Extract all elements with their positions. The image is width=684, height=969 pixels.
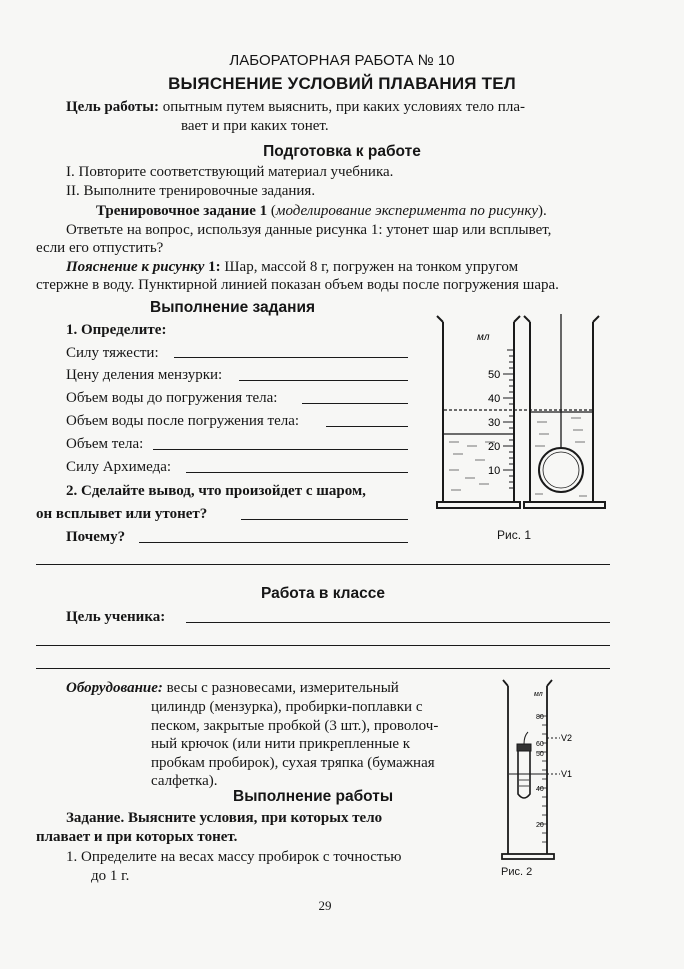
explanation-text-1: Шар, массой 8 г, погружен на тонком упругом xyxy=(224,259,519,275)
conclusion-line-2: он всплывет или утонет? xyxy=(36,506,208,522)
equipment-line-6: салфетка). xyxy=(151,773,218,789)
fig1-scale-20: 20 xyxy=(488,441,501,453)
lab-number: ЛАБОРАТОРНАЯ РАБОТА № 10 xyxy=(229,52,455,69)
fig2-scale-20: 20 xyxy=(536,822,544,829)
explanation-num: 1: xyxy=(208,259,221,275)
execution-task-line-1: Задание. Выясните условия, при которых тело xyxy=(66,810,383,826)
execution-heading: Выполнение работы xyxy=(233,788,394,805)
student-goal-label: Цель ученика: xyxy=(66,609,166,625)
equipment-line-3: песком, закрытые пробкой (3 шт.), проволоч- xyxy=(151,718,439,734)
figure-1-graduated-cylinders xyxy=(425,314,611,519)
fig1-scale-50: 50 xyxy=(488,369,501,381)
page-title: ВЫЯСНЕНИЕ УСЛОВИЙ ПЛАВАНИЯ ТЕЛ xyxy=(168,74,516,93)
cylinder-right xyxy=(514,314,605,508)
training-label: Тренировочное задание 1 xyxy=(96,203,268,219)
figure-1-caption: Рис. 1 xyxy=(497,528,532,542)
cylinder-left xyxy=(437,316,520,508)
fig2-scale-40: 40 xyxy=(536,786,544,793)
field-gravity: Силу тяжести: xyxy=(66,345,159,361)
conclusion-line-1: 2. Сделайте вывод, что произойдет с шаром, xyxy=(66,483,366,499)
division-answer-line[interactable] xyxy=(239,380,408,381)
why-label: Почему? xyxy=(66,529,126,545)
prep-item-2: II. Выполните тренировочные задания. xyxy=(66,183,316,199)
goal-label: Цель работы: xyxy=(66,99,159,115)
determine-label: 1. Определите: xyxy=(66,322,167,338)
fig2-scale-50: 50 xyxy=(536,751,544,758)
field-body-volume: Объем тела: xyxy=(66,436,144,452)
fig2-v2-label: V2 xyxy=(561,733,573,743)
gravity-answer-line[interactable] xyxy=(174,357,408,358)
task-heading: Выполнение задания xyxy=(150,299,316,316)
page-number: 29 xyxy=(318,898,332,913)
fig1-unit: мл xyxy=(477,332,490,343)
fig2-scale-60: 60 xyxy=(536,741,544,748)
fig1-scale-10: 10 xyxy=(488,465,501,477)
field-volume-before: Объем воды до погружения тела: xyxy=(66,390,278,406)
question-line-1: Ответьте на вопрос, используя данные рисунка 1: утонет шар или всплывет, xyxy=(66,222,552,238)
fig2-scale-80: 80 xyxy=(536,714,544,721)
prep-item-1: I. Повторите соответствующий материал учебника. xyxy=(66,164,394,180)
training-subtitle: моделирование эксперимента по рисунку xyxy=(275,203,538,219)
field-archimedes: Силу Архимеда: xyxy=(66,459,172,475)
conclusion-answer-line[interactable] xyxy=(241,519,408,520)
fig2-v1-label: V1 xyxy=(561,769,573,779)
training-task-title xyxy=(96,202,547,221)
explanation-line-2: стержне в воду. Пунктирной линией показан объем воды после погружения шара. xyxy=(36,277,559,293)
equipment-line-4: ный крючок (или нити прикрепленные к xyxy=(151,736,411,752)
field-volume-after: Объем воды после погружения тела: xyxy=(66,413,300,429)
student-goal-line-1[interactable] xyxy=(186,622,610,623)
student-goal-line-2[interactable] xyxy=(36,645,610,646)
scale-left xyxy=(503,350,513,488)
preparation-heading: Подготовка к работе xyxy=(263,143,421,160)
fig2-unit: мл xyxy=(534,691,543,698)
equipment-line-1 xyxy=(66,679,399,698)
explanation-label: Пояснение к рисунку xyxy=(66,259,205,275)
goal-text-1: опытным путем выяснить, при каких условиях тело пла- xyxy=(162,99,525,115)
fig1-scale-30: 30 xyxy=(488,417,501,429)
training-paren-open: ( xyxy=(270,203,276,219)
question-line-2: если его отпустить? xyxy=(36,240,164,256)
volume-before-answer-line[interactable] xyxy=(302,403,408,404)
explanation-line-1 xyxy=(66,258,518,277)
equipment-line-5: пробкам пробирок), сухая тряпка (бумажная xyxy=(151,755,435,771)
why-answer-line-2[interactable] xyxy=(36,564,610,565)
archimedes-answer-line[interactable] xyxy=(186,472,408,473)
equipment-text-1: весы с разновесами, измерительный xyxy=(166,680,399,696)
step-1-line-2: до 1 г. xyxy=(91,868,130,884)
execution-task-line-2: плавает и при которых тонет. xyxy=(36,829,238,845)
figure-2-caption: Рис. 2 xyxy=(501,866,533,878)
volume-after-answer-line[interactable] xyxy=(326,426,408,427)
training-paren-close: ). xyxy=(538,203,547,219)
field-division: Цену деления мензурки: xyxy=(66,367,223,383)
body-volume-answer-line[interactable] xyxy=(153,449,408,450)
cylinder-fig2 xyxy=(502,680,560,859)
goal xyxy=(66,98,525,117)
goal-text-2: вает и при каких тонет. xyxy=(181,118,329,134)
figure-2-measuring-cylinder xyxy=(494,676,594,866)
equipment-line-2: цилиндр (мензурка), пробирки-поплавки с xyxy=(151,699,423,715)
fig1-scale-40: 40 xyxy=(488,393,501,405)
student-goal-line-3[interactable] xyxy=(36,668,610,669)
why-answer-line[interactable] xyxy=(139,542,408,543)
equipment-label: Оборудование: xyxy=(66,680,163,696)
step-1-line-1: 1. Определите на весах массу пробирок с точностью xyxy=(66,849,402,865)
classwork-heading: Работа в классе xyxy=(260,585,386,602)
